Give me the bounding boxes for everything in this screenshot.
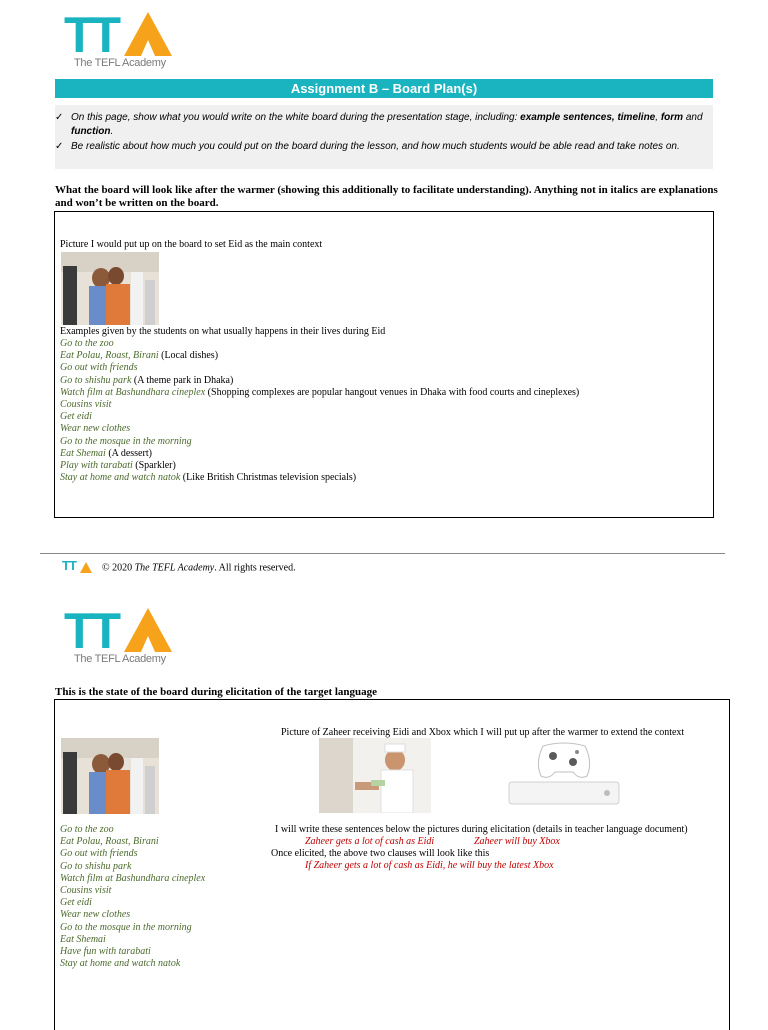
tefl-academy-logo bbox=[64, 7, 174, 70]
footer-logo: TT bbox=[62, 560, 98, 576]
examples-list bbox=[60, 824, 205, 970]
eid-photo bbox=[61, 252, 159, 325]
assignment-banner: Assignment B – Board Plan(s) bbox=[55, 79, 713, 98]
list-item: Watch film at Bashundhara cineplex (Shopping complexes are popular hangout venues in Dhaka with food courts and cineplexes) bbox=[60, 386, 580, 398]
list-item: Cousins visit bbox=[60, 399, 112, 411]
examples-list bbox=[60, 338, 579, 484]
page-divider bbox=[40, 553, 725, 554]
combined-sentence: If Zaheer gets a lot of cash as Eidi, he will buy the latest Xbox bbox=[305, 860, 554, 871]
list-item: Wear new clothes bbox=[60, 909, 131, 921]
list-item: Stay at home and watch natok (Like British Christmas television specials) bbox=[60, 472, 357, 484]
board-plan-warmer bbox=[54, 211, 714, 518]
xbox-photo bbox=[507, 738, 621, 808]
list-item: Eat Polau, Roast, Birani (Local dishes) bbox=[60, 350, 219, 362]
list-item: Go to shishu park bbox=[60, 860, 132, 872]
examples-intro: Examples given by the students on what usually happens in their lives during Eid bbox=[60, 326, 386, 337]
list-item: Wear new clothes bbox=[60, 423, 131, 435]
list-item: Go out with friends bbox=[60, 848, 138, 860]
zaheer-receiving-eidi-photo bbox=[319, 738, 431, 813]
list-item: Go to the zoo bbox=[60, 824, 114, 835]
logo-letters: TT bbox=[64, 7, 118, 63]
list-item: Go to the mosque in the morning bbox=[60, 435, 192, 447]
list-item: Play with tarabati (Sparkler) bbox=[60, 460, 176, 472]
list-item: Have fun with tarabati bbox=[60, 946, 151, 958]
section1-heading: What the board will look like after the warmer (showing this additionally to facilitate understanding). Anything not in italics are explanations and won’t be written on the board. bbox=[55, 184, 718, 209]
picture-caption-2: Picture of Zaheer receiving Eidi and Xbox which I will put up after the warmer to extend the context bbox=[281, 727, 685, 738]
list-item: Cousins visit bbox=[60, 885, 112, 897]
list-item: Go out with friends bbox=[60, 362, 138, 374]
section2-heading: This is the state of the board during elicitation of the target language bbox=[55, 686, 378, 698]
instructions-box: ✓ On this page, show what you would write on the white board during the presentation stage, including: example sentences, timeline, form and function. ✓ Be realistic about how much you could put on the board during the lesson, and how much students would be able read and take notes on. bbox=[55, 105, 713, 169]
board-plan-elicitation bbox=[54, 699, 730, 1030]
sentence-2: Zaheer will buy Xbox bbox=[474, 836, 560, 847]
list-item: Stay at home and watch natok bbox=[60, 958, 181, 970]
sentence-1: Zaheer gets a lot of cash as Eidi bbox=[305, 836, 435, 847]
check-icon: ✓ bbox=[55, 141, 64, 152]
eid-photo bbox=[61, 738, 159, 814]
list-item: Eat Polau, Roast, Birani bbox=[60, 836, 159, 848]
elicited-note: Once elicited, the above two clauses will look like this bbox=[271, 848, 490, 859]
list-item: Eat Shemai bbox=[60, 933, 106, 945]
footer: TT © 2020 The TEFL Academy. All rights reserved. bbox=[62, 560, 296, 576]
list-item: Go to shishu park (A theme park in Dhaka) bbox=[60, 374, 234, 386]
tefl-academy-logo: TT The TEFL Academy bbox=[64, 606, 174, 666]
check-icon: ✓ bbox=[55, 112, 64, 123]
list-item: Watch film at Bashundhara cineplex bbox=[60, 872, 206, 884]
logo-subtitle: The TEFL Academy bbox=[74, 57, 166, 69]
list-item: Go to the zoo bbox=[60, 338, 114, 349]
list-item: Eat Shemai (A dessert) bbox=[60, 447, 152, 459]
list-item: Get eidi bbox=[60, 411, 92, 423]
list-item: Go to the mosque in the morning bbox=[60, 921, 192, 933]
list-item: Get eidi bbox=[60, 897, 92, 909]
picture-caption: Picture I would put up on the board to set Eid as the main context bbox=[60, 239, 323, 250]
write-note: I will write these sentences below the pictures during elicitation (details in teacher language document) bbox=[275, 824, 688, 835]
